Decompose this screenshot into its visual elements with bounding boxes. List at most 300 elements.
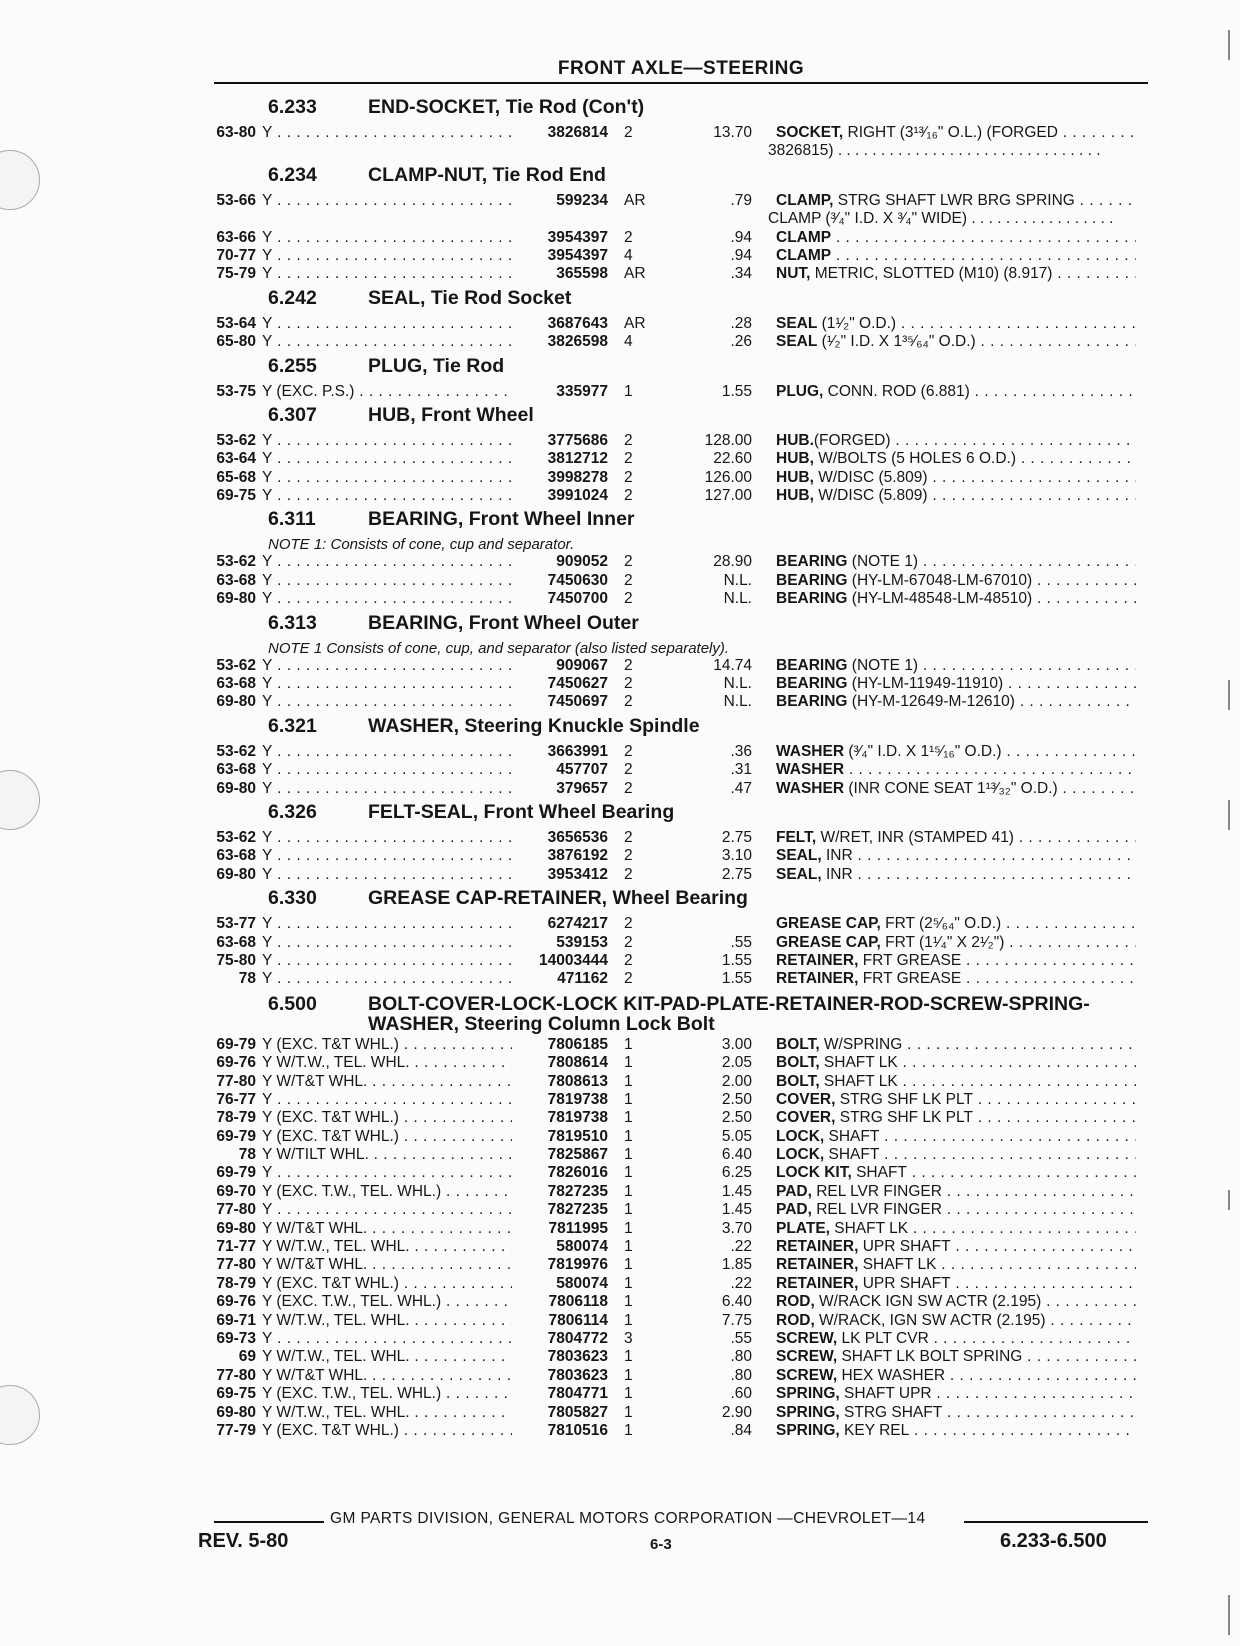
price: 126.00 bbox=[704, 468, 752, 486]
description-detail: INR bbox=[821, 847, 853, 865]
model-years: 65-80 bbox=[216, 333, 256, 351]
description-continuation: CLAMP (³⁄₄" I.D. X ³⁄₄" WIDE) . . . bbox=[198, 210, 1118, 228]
description-noun: HUB. bbox=[776, 431, 814, 449]
section-header bbox=[198, 164, 1158, 192]
quantity: 2 bbox=[624, 553, 633, 571]
part-number: 379657 bbox=[556, 779, 608, 797]
application: Y . . . bbox=[262, 657, 512, 675]
section-title: BEARING, Front Wheel Inner bbox=[368, 508, 635, 531]
part-row bbox=[198, 1054, 1158, 1072]
description-noun: SEAL bbox=[776, 333, 818, 351]
part-row bbox=[198, 1293, 1158, 1311]
model-years: 53-62 bbox=[216, 431, 256, 449]
model-years: 53-75 bbox=[216, 382, 256, 400]
application: Y . . . bbox=[262, 553, 512, 571]
description-detail: STRG SHAFT bbox=[839, 1403, 943, 1421]
part-number: 3656536 bbox=[547, 828, 608, 846]
price: 14.74 bbox=[713, 656, 752, 674]
model-years: 63-66 bbox=[216, 228, 256, 246]
description-noun: PLATE, bbox=[776, 1219, 830, 1237]
price: 1.85 bbox=[721, 1256, 752, 1274]
model-years: 78-79 bbox=[216, 1109, 256, 1127]
description-noun: SEAL, bbox=[776, 847, 822, 865]
footer-corporation: GM PARTS DIVISION, GENERAL MOTORS CORPORATION —CHEVROLET—14 bbox=[330, 1510, 926, 1527]
description bbox=[752, 934, 1136, 952]
section-header bbox=[198, 801, 1158, 829]
model-years: 69-75 bbox=[216, 487, 256, 505]
application: Y . . . bbox=[262, 192, 512, 210]
part-number: 909067 bbox=[556, 656, 608, 674]
quantity: 4 bbox=[624, 246, 633, 264]
application: Y W/T&T WHL. . . . bbox=[262, 1220, 512, 1238]
description bbox=[752, 847, 1136, 865]
description-noun: RETAINER, bbox=[776, 951, 859, 969]
part-row bbox=[198, 1146, 1158, 1164]
description bbox=[752, 1183, 1136, 1201]
part-row bbox=[198, 934, 1158, 952]
part-number: 7826016 bbox=[547, 1164, 608, 1182]
quantity: 1 bbox=[624, 1385, 633, 1403]
description-detail: (HY-LM-67048-LM-67010) bbox=[847, 571, 1033, 589]
part-number: 7804772 bbox=[547, 1329, 608, 1347]
description bbox=[752, 866, 1136, 884]
price: .47 bbox=[730, 779, 752, 797]
application: Y (EXC. T.W., TEL. WHL.) . . . bbox=[262, 1293, 512, 1311]
application: Y W/T&T WHL. . . . bbox=[262, 1073, 512, 1091]
part-number: 3876192 bbox=[547, 847, 608, 865]
description bbox=[752, 192, 1136, 210]
quantity: 2 bbox=[624, 761, 633, 779]
punch-hole-bottom bbox=[0, 1385, 40, 1445]
price: .80 bbox=[730, 1348, 752, 1366]
description-noun: BEARING bbox=[776, 675, 848, 693]
section-title: BOLT-COVER-LOCK-LOCK KIT-PAD-PLATE-RETAINER-ROD-SCREW-SPRING-WASHER, Steering Column Lock Bolt bbox=[368, 992, 1090, 1035]
part-number: 7805827 bbox=[547, 1403, 608, 1421]
description-noun: COVER, bbox=[776, 1090, 836, 1108]
price: .94 bbox=[730, 228, 752, 246]
part-number: 599234 bbox=[556, 191, 608, 209]
part-row bbox=[198, 315, 1158, 333]
price: .28 bbox=[730, 314, 752, 332]
quantity: 3 bbox=[624, 1329, 633, 1347]
description bbox=[752, 553, 1136, 571]
model-years: 69-70 bbox=[216, 1182, 256, 1200]
model-years: 78 bbox=[238, 970, 256, 988]
description-noun: SOCKET, bbox=[776, 124, 844, 141]
model-years: 53-62 bbox=[216, 656, 256, 674]
application: Y . . . bbox=[262, 1201, 512, 1219]
description-noun: WASHER bbox=[776, 779, 845, 797]
section-title: HUB, Front Wheel bbox=[368, 403, 534, 426]
description-noun: SPRING, bbox=[776, 1385, 840, 1403]
description bbox=[752, 590, 1136, 608]
price: 1.55 bbox=[721, 382, 752, 400]
price: .22 bbox=[730, 1238, 752, 1256]
description bbox=[752, 383, 1136, 401]
section-number: 6.233 bbox=[268, 96, 317, 118]
quantity: 1 bbox=[624, 1035, 633, 1053]
description bbox=[752, 1348, 1136, 1366]
description bbox=[752, 1238, 1136, 1256]
description-detail: FRT (2⁵⁄₆₄" O.D.) bbox=[880, 915, 1002, 933]
description-detail: W/RET, INR (STAMPED 41) bbox=[816, 828, 1014, 846]
section-number: 6.321 bbox=[268, 714, 317, 737]
quantity: 2 bbox=[624, 656, 633, 674]
part-row bbox=[198, 1348, 1158, 1366]
part-row bbox=[198, 970, 1158, 988]
part-row bbox=[198, 780, 1158, 798]
section-title: BEARING, Front Wheel Outer bbox=[368, 611, 639, 634]
description-noun: LOCK, bbox=[776, 1127, 825, 1145]
description-detail: REL LVR FINGER bbox=[811, 1182, 942, 1200]
application: Y (EXC. T.W., TEL. WHL.) . . . bbox=[262, 1183, 512, 1201]
price: 22.60 bbox=[713, 450, 752, 468]
description-noun: ROD, bbox=[776, 1311, 815, 1329]
application: Y W/T.W., TEL. WHL. . . . bbox=[262, 1404, 512, 1422]
part-number: 7819510 bbox=[547, 1127, 608, 1145]
part-row bbox=[198, 487, 1158, 505]
description bbox=[752, 124, 1136, 142]
application: Y . . . bbox=[262, 970, 512, 988]
part-number: 3954397 bbox=[547, 246, 608, 264]
model-years: 77-80 bbox=[216, 1201, 256, 1219]
application: Y . . . bbox=[262, 743, 512, 761]
section-header bbox=[198, 887, 1158, 915]
part-row bbox=[198, 761, 1158, 779]
footer-rule-left bbox=[214, 1521, 324, 1523]
price: .84 bbox=[730, 1421, 752, 1439]
description-noun: PAD, bbox=[776, 1201, 812, 1219]
description-detail: SHAFT LK bbox=[819, 1054, 898, 1072]
price: 6.40 bbox=[721, 1293, 752, 1311]
description-noun: HUB, bbox=[776, 468, 814, 486]
part-number: 7827235 bbox=[547, 1182, 608, 1200]
application: Y (EXC. T&T WHL.) . . . bbox=[262, 1128, 512, 1146]
description bbox=[752, 1036, 1136, 1054]
model-years: 63-64 bbox=[216, 450, 256, 468]
quantity: 1 bbox=[624, 1219, 633, 1237]
application: Y . . . bbox=[262, 469, 512, 487]
description-noun: SCREW, bbox=[776, 1366, 838, 1384]
part-number: 7803623 bbox=[547, 1348, 608, 1366]
description-detail: RIGHT (3¹³⁄₁₆" O.L.) (FORGED bbox=[843, 124, 1058, 141]
application: Y . . . bbox=[262, 432, 512, 450]
part-number: 7810516 bbox=[547, 1421, 608, 1439]
description bbox=[752, 1220, 1136, 1238]
description-noun: HUB, bbox=[776, 450, 814, 468]
quantity: 2 bbox=[624, 693, 633, 711]
quantity: 1 bbox=[624, 1311, 633, 1329]
part-number: 7808614 bbox=[547, 1054, 608, 1072]
quantity: 1 bbox=[624, 1201, 633, 1219]
part-number: 457707 bbox=[556, 761, 608, 779]
section-title: CLAMP-NUT, Tie Rod End bbox=[368, 163, 606, 186]
price: .55 bbox=[730, 933, 752, 951]
price: .79 bbox=[730, 191, 752, 209]
catalog-section bbox=[198, 404, 1158, 506]
catalog-section bbox=[198, 287, 1158, 352]
footer-rule-right bbox=[964, 1521, 1148, 1523]
model-years: 69-76 bbox=[216, 1293, 256, 1311]
description-detail: (HY-LM-11949-11910) bbox=[847, 675, 1004, 693]
description-detail: STRG SHF LK PLT bbox=[835, 1109, 973, 1127]
description-noun: CLAMP bbox=[776, 246, 832, 264]
description-noun: RETAINER, bbox=[776, 970, 859, 988]
description-noun: CLAMP, bbox=[776, 191, 834, 209]
section-number: 6.313 bbox=[268, 611, 317, 634]
part-row bbox=[198, 1312, 1158, 1330]
description bbox=[752, 572, 1136, 590]
description bbox=[752, 1164, 1136, 1182]
price: 2.75 bbox=[721, 828, 752, 846]
description bbox=[752, 970, 1136, 988]
model-years: 63-68 bbox=[216, 761, 256, 779]
part-number: 3991024 bbox=[547, 487, 608, 505]
description-noun: RETAINER, bbox=[776, 1256, 859, 1274]
model-years: 53-62 bbox=[216, 553, 256, 571]
model-years: 77-79 bbox=[216, 1421, 256, 1439]
quantity: 2 bbox=[624, 828, 633, 846]
description-detail: UPR SHAFT bbox=[858, 1274, 951, 1292]
application: Y . . . bbox=[262, 247, 512, 265]
quantity: 2 bbox=[624, 124, 633, 141]
price: N.L. bbox=[723, 693, 752, 711]
part-number: 3812712 bbox=[547, 450, 608, 468]
application: Y . . . bbox=[262, 761, 512, 779]
application: Y W/T&T WHL. . . . bbox=[262, 1367, 512, 1385]
application: Y (EXC. T&T WHL.) . . . bbox=[262, 1422, 512, 1440]
model-years: 69-79 bbox=[216, 1035, 256, 1053]
price: 28.90 bbox=[713, 553, 752, 571]
price: .26 bbox=[730, 333, 752, 351]
description bbox=[752, 265, 1136, 283]
description-detail: SHAFT LK bbox=[829, 1219, 909, 1237]
quantity: 1 bbox=[624, 1403, 633, 1421]
model-years: 69-79 bbox=[216, 1164, 256, 1182]
model-years: 77-80 bbox=[216, 1072, 256, 1090]
model-years: 63-80 bbox=[216, 124, 256, 141]
quantity: 4 bbox=[624, 333, 633, 351]
model-years: 63-68 bbox=[216, 571, 256, 589]
description-noun: SCREW, bbox=[776, 1348, 838, 1366]
description-noun: PLUG, bbox=[776, 382, 824, 400]
part-number: 365598 bbox=[556, 265, 608, 283]
section-header bbox=[198, 404, 1158, 432]
part-row bbox=[198, 693, 1158, 711]
model-years: 69-71 bbox=[216, 1311, 256, 1329]
part-row bbox=[198, 469, 1158, 487]
part-number: 7450700 bbox=[547, 590, 608, 608]
part-number: 14003444 bbox=[539, 951, 608, 969]
part-row bbox=[198, 915, 1158, 933]
edge-mark bbox=[1228, 680, 1230, 710]
description bbox=[752, 333, 1136, 351]
price: 6.25 bbox=[721, 1164, 752, 1182]
price: 2.50 bbox=[721, 1090, 752, 1108]
model-years: 77-80 bbox=[216, 1256, 256, 1274]
quantity: 1 bbox=[624, 1109, 633, 1127]
model-years: 69-76 bbox=[216, 1054, 256, 1072]
description-detail: STRG SHAFT LWR BRG SPRING bbox=[833, 191, 1075, 209]
description-noun: BEARING bbox=[776, 553, 848, 571]
section-header bbox=[198, 715, 1158, 743]
description bbox=[752, 1128, 1136, 1146]
application: Y W/TILT WHL. . . . bbox=[262, 1146, 512, 1164]
model-years: 69-80 bbox=[216, 1403, 256, 1421]
application: Y (EXC. T&T WHL.) . . . bbox=[262, 1036, 512, 1054]
part-row bbox=[198, 1128, 1158, 1146]
model-years: 69-73 bbox=[216, 1329, 256, 1347]
quantity: 2 bbox=[624, 228, 633, 246]
description-noun: HUB, bbox=[776, 487, 814, 505]
description bbox=[752, 1054, 1136, 1072]
application: Y . . . bbox=[262, 572, 512, 590]
price: 127.00 bbox=[704, 487, 752, 505]
application: Y W/T.W., TEL. WHL. . . . bbox=[262, 1348, 512, 1366]
model-years: 78-79 bbox=[216, 1274, 256, 1292]
application: Y . . . bbox=[262, 450, 512, 468]
model-years: 77-80 bbox=[216, 1366, 256, 1384]
part-row bbox=[198, 590, 1158, 608]
header-rule bbox=[214, 82, 1148, 84]
model-years: 63-68 bbox=[216, 847, 256, 865]
description-noun: FELT, bbox=[776, 828, 817, 846]
part-number: 3663991 bbox=[547, 742, 608, 760]
description-noun: BOLT, bbox=[776, 1054, 820, 1072]
application: Y W/T&T WHL. . . . bbox=[262, 1256, 512, 1274]
part-row bbox=[198, 675, 1158, 693]
quantity: 2 bbox=[624, 487, 633, 505]
part-row bbox=[198, 553, 1158, 571]
description bbox=[752, 743, 1136, 761]
section-number: 6.500 bbox=[268, 992, 317, 1015]
description bbox=[752, 1146, 1136, 1164]
part-number: 7819976 bbox=[547, 1256, 608, 1274]
part-row bbox=[198, 333, 1158, 351]
price: 1.55 bbox=[721, 951, 752, 969]
part-row bbox=[198, 1073, 1158, 1091]
application: Y . . . bbox=[262, 866, 512, 884]
description bbox=[752, 1312, 1136, 1330]
description-noun: ROD, bbox=[776, 1293, 815, 1311]
part-number: 3953412 bbox=[547, 865, 608, 883]
description-detail: (NOTE 1) bbox=[847, 553, 919, 571]
model-years: 53-64 bbox=[216, 314, 256, 332]
price: 3.10 bbox=[721, 847, 752, 865]
part-number: 3775686 bbox=[547, 431, 608, 449]
description bbox=[752, 487, 1136, 505]
description bbox=[752, 1404, 1136, 1422]
edge-mark bbox=[1228, 800, 1230, 830]
model-years: 53-62 bbox=[216, 828, 256, 846]
quantity: 1 bbox=[624, 1054, 633, 1072]
part-row bbox=[198, 1367, 1158, 1385]
quantity: 2 bbox=[624, 933, 633, 951]
part-number: 7804771 bbox=[547, 1385, 608, 1403]
quantity: 1 bbox=[624, 1366, 633, 1384]
price: .80 bbox=[730, 1366, 752, 1384]
model-years: 69-80 bbox=[216, 779, 256, 797]
part-row bbox=[198, 124, 1158, 142]
part-number: 3826598 bbox=[547, 333, 608, 351]
quantity: 2 bbox=[624, 915, 633, 933]
catalog-section bbox=[198, 508, 1158, 608]
application: Y . . . bbox=[262, 265, 512, 283]
quantity: 2 bbox=[624, 865, 633, 883]
model-years: 69-75 bbox=[216, 1385, 256, 1403]
part-row bbox=[198, 1404, 1158, 1422]
part-number: 7450630 bbox=[547, 571, 608, 589]
part-row bbox=[198, 847, 1158, 865]
price: .31 bbox=[730, 761, 752, 779]
description-noun: LOCK, bbox=[776, 1146, 825, 1164]
part-row bbox=[198, 1109, 1158, 1127]
description bbox=[752, 1385, 1136, 1403]
section-note: NOTE 1 Consists of cone, cup, and separator (also listed separately). bbox=[268, 639, 730, 657]
price: 1.55 bbox=[721, 970, 752, 988]
description-noun: BEARING bbox=[776, 571, 848, 589]
part-row bbox=[198, 247, 1158, 265]
description-detail: METRIC, SLOTTED (M10) (8.917) bbox=[810, 265, 1053, 283]
price: .36 bbox=[730, 742, 752, 760]
part-number: 580074 bbox=[556, 1274, 608, 1292]
quantity: AR bbox=[624, 265, 646, 283]
description bbox=[752, 432, 1136, 450]
application: Y . . . bbox=[262, 1330, 512, 1348]
description-noun: RETAINER, bbox=[776, 1238, 859, 1256]
description-noun: SPRING, bbox=[776, 1421, 840, 1439]
part-number: 335977 bbox=[556, 382, 608, 400]
section-number: 6.255 bbox=[268, 354, 317, 377]
punch-hole-middle bbox=[0, 770, 40, 830]
description-noun: WASHER bbox=[776, 742, 845, 760]
description-detail: W/DISC (5.809) bbox=[813, 487, 928, 505]
quantity: 1 bbox=[624, 1421, 633, 1439]
part-number: 3687643 bbox=[547, 314, 608, 332]
part-row bbox=[198, 1385, 1158, 1403]
application: Y . . . bbox=[262, 829, 512, 847]
description bbox=[752, 1091, 1136, 1109]
quantity: 1 bbox=[624, 1146, 633, 1164]
description-detail: W/BOLTS (5 HOLES 6 O.D.) bbox=[813, 450, 1017, 468]
quantity: 2 bbox=[624, 847, 633, 865]
description-detail: SHAFT LK bbox=[819, 1072, 898, 1090]
description-detail: SHAFT LK BOLT SPRING bbox=[837, 1348, 1023, 1366]
description bbox=[752, 1201, 1136, 1219]
quantity: 1 bbox=[624, 1274, 633, 1292]
price: 6.40 bbox=[721, 1146, 752, 1164]
part-row bbox=[198, 1201, 1158, 1219]
description-detail: KEY REL bbox=[839, 1421, 910, 1439]
description-noun: BEARING bbox=[776, 693, 848, 711]
description-detail: FRT GREASE bbox=[858, 951, 962, 969]
section-title: GREASE CAP-RETAINER, Wheel Bearing bbox=[368, 887, 748, 910]
description-detail: FRT (1¹⁄₄" X 2¹⁄₂") bbox=[880, 933, 1005, 951]
part-row bbox=[198, 829, 1158, 847]
quantity: AR bbox=[624, 314, 646, 332]
description-noun: GREASE CAP, bbox=[776, 915, 881, 933]
part-number: 7450627 bbox=[547, 675, 608, 693]
model-years: 63-68 bbox=[216, 933, 256, 951]
part-number: 539153 bbox=[556, 933, 608, 951]
part-row bbox=[198, 866, 1158, 884]
part-row bbox=[198, 1091, 1158, 1109]
description bbox=[752, 829, 1136, 847]
section-number: 6.330 bbox=[268, 887, 317, 910]
description-noun: SEAL, bbox=[776, 865, 822, 883]
application: Y . . . bbox=[262, 675, 512, 693]
section-number: 6.242 bbox=[268, 286, 317, 309]
